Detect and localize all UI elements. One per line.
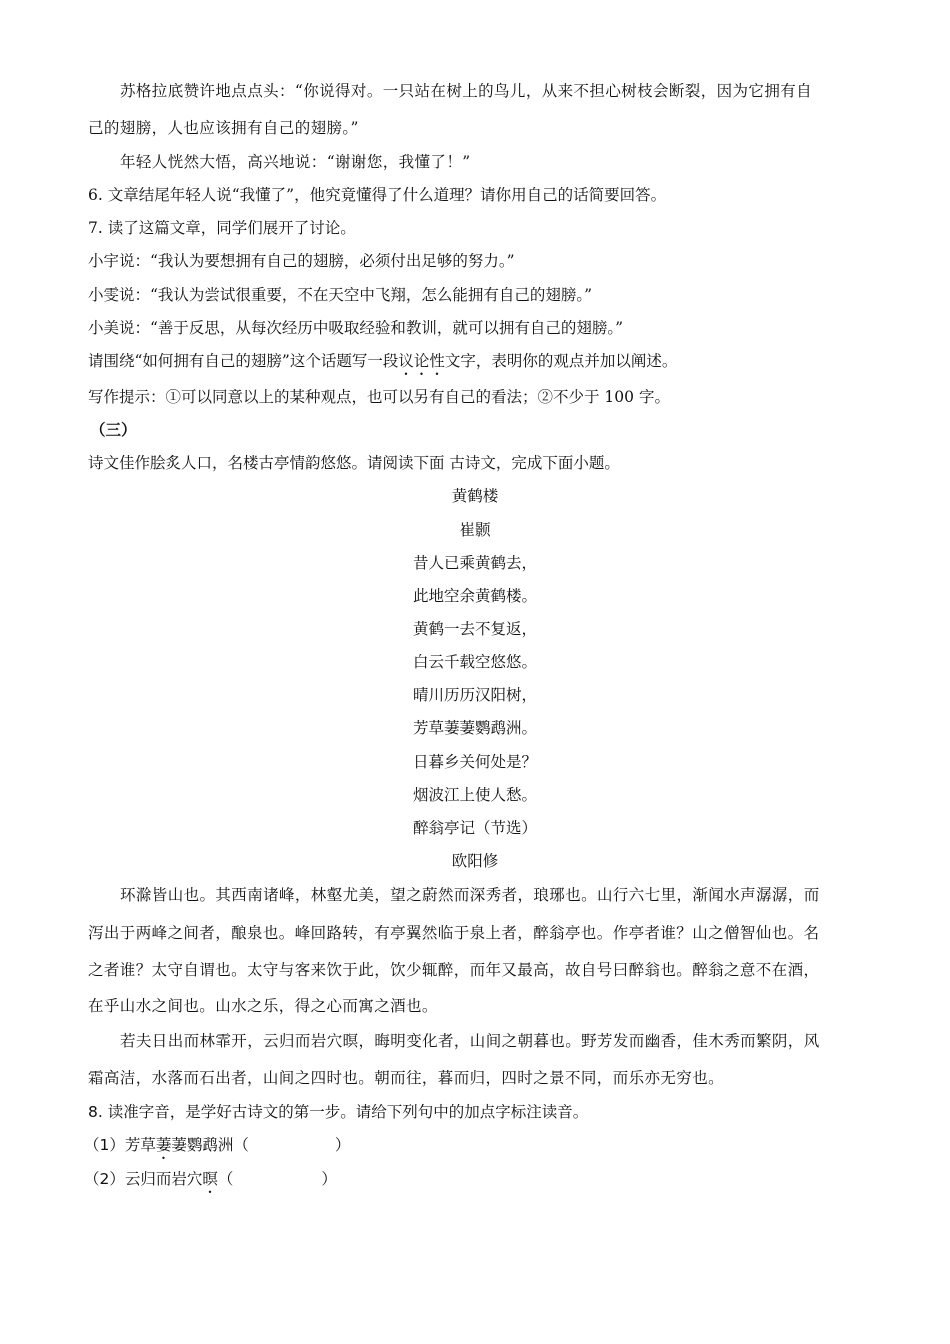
poem-line: 烟波江上使人愁。 — [412, 786, 537, 804]
item-1-text-after: 萋鹦鹉洲（ — [171, 1136, 249, 1154]
essay-author: 欧阳修 — [451, 852, 499, 870]
essay-paragraph-1-line: 在乎山水之间也。山水之乐，得之心而寓之酒也。 — [88, 997, 438, 1015]
poem-author: 崔颢 — [459, 521, 491, 539]
question-7-xiaoyu: 小宇说：“我认为要想拥有自己的翅膀，必须付出足够的努力。” — [88, 252, 515, 270]
poem-title: 黄鹤楼 — [451, 487, 499, 505]
poem-line: 晴川历历汉阳树， — [412, 686, 537, 704]
essay-paragraph-2-line: 若夫日出而林霏开，云归而岩穴暝，晦明变化者，山间之朝暮也。野芳发而幽香，佳木秀而繁阴，风 — [120, 1032, 820, 1050]
section-3-heading: （三） — [90, 420, 137, 439]
question-7-task — [88, 350, 868, 379]
task-text-after: 文字，表明你的观点并加以阐述。 — [444, 352, 678, 370]
essay-paragraph-1-line: 泻出于两峰之间者，酿泉也。峰回路转，有亭翼然临于泉上者，醉翁亭也。作亭者谁？山之僧智仙也。名 — [88, 924, 820, 942]
question-7-xiaomei: 小美说：“善于反思，从每次经历中吸取经验和教训，就可以拥有自己的翅膀。” — [88, 319, 624, 337]
poem-line: 白云千载空悠悠。 — [412, 653, 537, 671]
poem-line: 芳草萋萋鹦鹉洲。 — [412, 719, 537, 737]
story-paragraph-1-line-1: 苏格拉底赞许地点点头：“你说得对。一只站在树上的鸟儿，从来不担心树枝会断裂，因为它拥有自 — [120, 82, 813, 100]
story-paragraph-2: 年轻人恍然大悟，高兴地说：“谢谢您，我懂了！” — [120, 153, 471, 171]
question-6: 6. 文章结尾年轻人说“我懂了”，他究竟懂得了什么道理？请你用自己的话简要回答。 — [88, 186, 667, 204]
question-7-hint: 写作提示：①可以同意以上的某种观点，也可以另有自己的看法；②不少于 100 字。 — [88, 388, 670, 406]
poem-line: 日暮乡关何处是？ — [412, 753, 537, 771]
essay-title: 醉翁亭记（节选） — [412, 819, 537, 837]
poem-line: 黄鹤一去不复返， — [412, 620, 537, 638]
item-2-dotted-char: 暝 — [202, 1170, 218, 1188]
item-1-dotted-char: 萋 — [155, 1136, 172, 1154]
item-2-text-before: （2）云归而岩穴 — [84, 1170, 203, 1188]
essay-paragraph-2-line: 霜高洁，水落而石出者，山间之四时也。朝而往，暮而归，四时之景不同，而乐亦无穷也。 — [88, 1069, 725, 1087]
question-7-xiaowen: 小雯说：“我认为尝试很重要，不在天空中飞翔，怎么能拥有自己的翅膀。” — [88, 286, 593, 304]
story-paragraph-1-line-2: 己的翅膀，人也应该拥有自己的翅膀。” — [88, 119, 359, 137]
item-2-text-after: （ — [217, 1170, 234, 1188]
item-1-close-paren: ） — [334, 1136, 351, 1154]
question-7-intro: 7. 读了这篇文章，同学们展开了讨论。 — [88, 219, 356, 237]
item-1-text-before: （1）芳草 — [84, 1136, 156, 1154]
poem-line: 昔人已乘黄鹤去， — [412, 554, 537, 572]
essay-paragraph-1-line: 之者谁？太守自谓也。太守与客来饮于此，饮少辄醉，而年又最高，故自号曰醉翁也。醉翁之意不在酒， — [88, 961, 820, 979]
question-8-stem: 8. 读准字音，是学好古诗文的第一步。请给下列句中的加点字标注读音。 — [88, 1103, 589, 1121]
item-2-close-paren: ） — [321, 1170, 337, 1188]
task-dotted-text: 议论性 — [398, 352, 445, 370]
section-3-intro: 诗文佳作脍炙人口，名楼古亭情韵悠悠。请阅读下面 古诗文，完成下面小题。 — [88, 454, 620, 472]
question-8-item-1 — [84, 1134, 864, 1163]
task-text-before: 请围绕“如何拥有自己的翅膀”这个话题写一段 — [88, 352, 399, 370]
question-8-item-2 — [84, 1168, 864, 1197]
poem-line: 此地空余黄鹤楼。 — [412, 587, 537, 605]
essay-paragraph-1-line: 环滁皆山也。其西南诸峰，林壑尤美，望之蔚然而深秀者，琅琊也。山行六七里，渐闻水声潺潺，而 — [120, 886, 820, 904]
